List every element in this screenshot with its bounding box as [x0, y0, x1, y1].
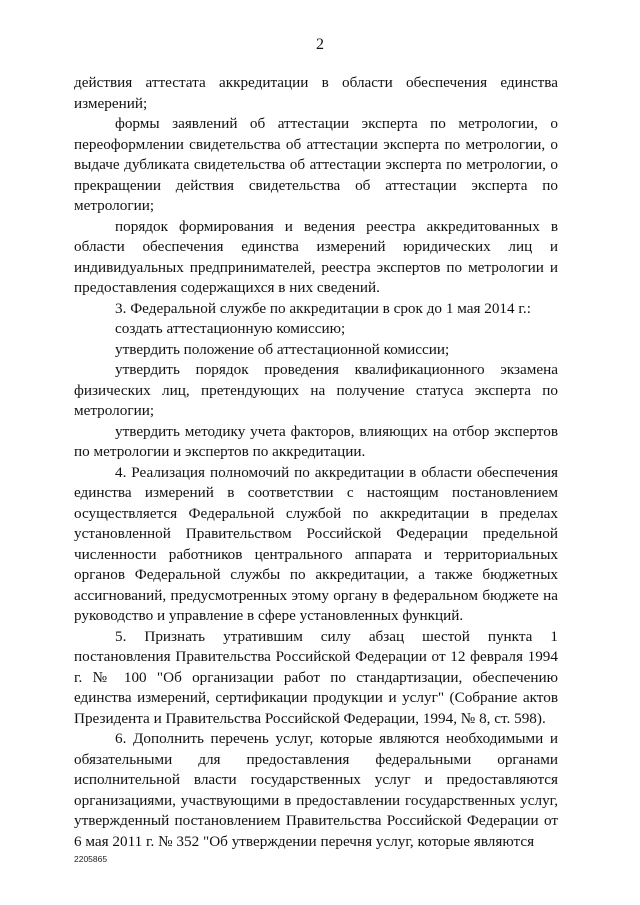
paragraph: 5. Признать утратившим силу абзац шестой пункта 1 постановления Правительства Российской Федерации от 12 февраля 1994 г. № 100 "Об организации работ по стандартизации, обеспечению единства измерений, сертификации продукции и услуг" (Собрание актов Президента и Правительства Российской Федерации, 1994, № 8, ст. 598).: [74, 627, 558, 727]
paragraph: порядок формирования и ведения реестра аккредитованных в области обеспечения единства измерений юридических лиц и индивидуальных предпринимателей, реестра экспертов по метрологии и предоставления содержащихся в них сведений.: [74, 217, 558, 296]
paragraph: 6. Дополнить перечень услуг, которые являются необходимыми и обязательными для предоставления федеральными органами исполнительной власти государственных услуг и предоставляются организациями, участвующими в предоставлении государственных услуг, утвержденный постановлением Правительства Российской Федерации от 6 мая 2011 г. № 352 "Об утверждении перечня услуг, которые являются: [74, 730, 558, 850]
document-body: [74, 73, 558, 852]
paragraph: создать аттестационную комиссию;: [115, 320, 346, 337]
paragraph: утвердить методику учета факторов, влияющих на отбор экспертов по метрологии и экспертов по аккредитации.: [74, 422, 558, 460]
paragraph: формы заявлений об аттестации эксперта по метрологии, о переоформлении свидетельства об аттестации эксперта по метрологии, о выдаче дубликата свидетельства об аттестации эксперта по метрологии, о прекращении действия свидетельства об аттестации эксперта по метрологии;: [74, 115, 558, 214]
paragraph: утвердить порядок проведения квалификационного экзамена физических лиц, претендующих на получение статуса эксперта по метрологии;: [74, 361, 558, 419]
paragraph: утвердить положение об аттестационной комиссии;: [115, 340, 450, 358]
paragraph: 4. Реализация полномочий по аккредитации в области обеспечения единства измерений в соответствии с настоящим постановлением осуществляется Федеральной службой по аккредитации в пределах установленной Правительством Российской Федерации предельной численности работников центрального аппарата и территориальных органов Федеральной службы по аккредитации, а также бюджетных ассигнований, предусмотренных этому органу в федеральном бюджете на руководство и управление в сфере установленных функций.: [74, 463, 558, 624]
paragraph: 3. Федеральной службе по аккредитации в срок до 1 мая 2014 г.:: [115, 299, 531, 317]
document-code: 2205865: [74, 854, 108, 864]
page-number: 2: [316, 36, 324, 53]
paragraph: действия аттестата аккредитации в области обеспечения единства измерений;: [74, 74, 558, 112]
